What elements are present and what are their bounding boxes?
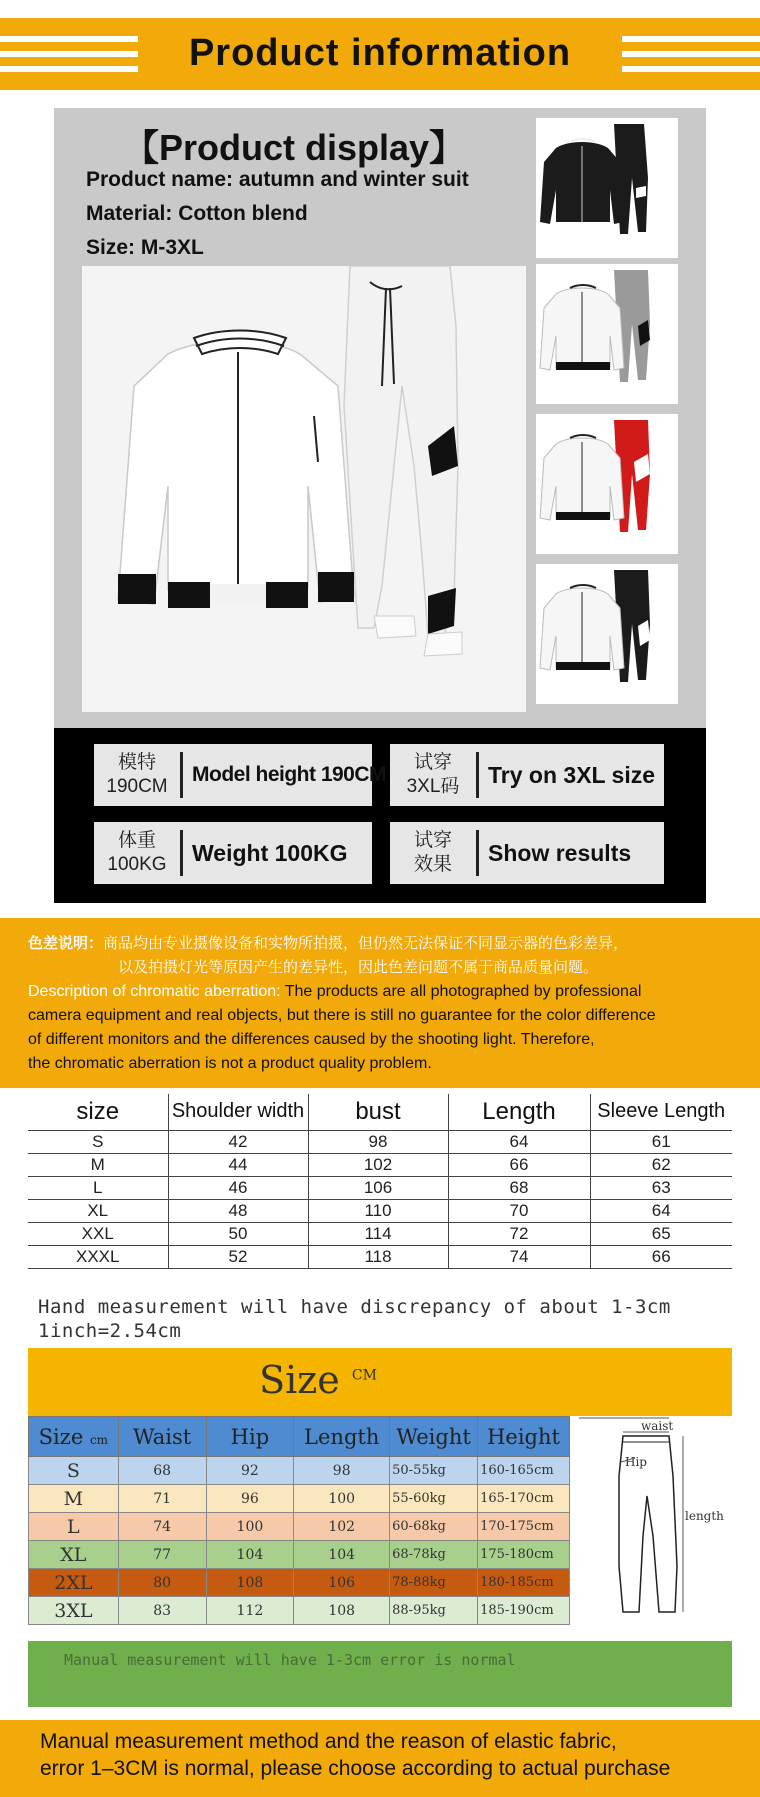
chromatic-aberration-notice (0, 918, 760, 1088)
product-display-panel (54, 108, 706, 728)
cell: 74 (118, 1513, 206, 1541)
aberration-cn-line1 (28, 932, 628, 956)
cell: 92 (206, 1457, 294, 1485)
diagram-waist-label: waist (641, 1419, 674, 1433)
results-cn-label: 试穿 (413, 830, 452, 851)
jacket-size-table (28, 1094, 732, 1269)
cell: 96 (206, 1485, 294, 1513)
results-cn-value: 效果 (413, 854, 452, 875)
cell: 102 (308, 1153, 448, 1176)
size-title (28, 1358, 608, 1402)
table-header-row (29, 1417, 570, 1457)
tryon-cn-label: 试穿 (413, 752, 452, 773)
cell: XL (28, 1199, 168, 1222)
model-height-tag (94, 744, 387, 806)
aberration-en-line1 (28, 980, 641, 1004)
cell: 52 (168, 1245, 308, 1268)
weight-cn-value: 100KG (107, 854, 167, 875)
aberration-cn-line2: 以及拍摄灯光等原因产生的差异性，因此色差问题不属于商品质量问题。 (118, 959, 599, 976)
height-cn-value: 190CM (106, 776, 168, 797)
cell: 118 (308, 1245, 448, 1268)
cell: 104 (206, 1541, 294, 1569)
cell: 62 (590, 1153, 732, 1176)
col-hip: Hip (206, 1417, 294, 1457)
divider (476, 752, 479, 798)
aberration-cn-label: 色差说明： (28, 935, 104, 952)
col-bust: bust (308, 1094, 448, 1130)
cell: M (29, 1485, 119, 1513)
cell: 60-68kg (390, 1513, 478, 1541)
thumbnail-white-black[interactable] (536, 564, 678, 704)
manual-measurement-note (28, 1641, 732, 1707)
cell: 110 (308, 1199, 448, 1222)
cell: 175-180cm (478, 1541, 570, 1569)
col-waist: Waist (118, 1417, 206, 1457)
footer-line1: Manual measurement method and the reason of elastic fabric, (40, 1730, 617, 1753)
display-title: 【Product display】 (122, 127, 466, 168)
cell: 66 (448, 1153, 590, 1176)
hand-note-line1: Hand measurement will have discrepancy of about 1-3cm (38, 1296, 671, 1318)
col-size: size (28, 1094, 168, 1130)
col-height: Height (478, 1417, 570, 1457)
cell: 46 (168, 1176, 308, 1199)
table-row (29, 1597, 570, 1625)
cell: 114 (308, 1222, 448, 1245)
jacket-illustration (118, 331, 354, 609)
cell: 185-190cm (478, 1597, 570, 1625)
thumbnail-grey[interactable] (536, 264, 678, 404)
thumbnail-black[interactable] (536, 118, 678, 258)
pants-illustration (344, 266, 462, 656)
manual-note-text: Manual measurement will have 1-3cm error is normal (64, 1651, 516, 1669)
cell: 68 (448, 1176, 590, 1199)
col-length: Length (294, 1417, 390, 1457)
cell: 70 (448, 1199, 590, 1222)
cell: 2XL (29, 1569, 119, 1597)
pants-measurement-diagram (573, 1416, 732, 1641)
col-sleeve-length: Sleeve Length (590, 1094, 732, 1130)
cell: 98 (308, 1130, 448, 1153)
cell: L (29, 1513, 119, 1541)
col-size: Size cm (29, 1417, 119, 1457)
cell: 64 (590, 1199, 732, 1222)
cell: 68 (118, 1457, 206, 1485)
table-row (28, 1130, 732, 1153)
height-en-label: Model height 190CM (192, 763, 387, 786)
cell: 160-165cm (478, 1457, 570, 1485)
table-row (29, 1457, 570, 1485)
page-title: Product information (188, 32, 572, 74)
table-row (29, 1569, 570, 1597)
cell: 68-78kg (390, 1541, 478, 1569)
thumbnail-red[interactable] (536, 414, 678, 554)
cell: XL (29, 1541, 119, 1569)
cell: 48 (168, 1199, 308, 1222)
table-row (28, 1245, 732, 1268)
size-title-text: Size (259, 1358, 340, 1402)
cell: 108 (206, 1569, 294, 1597)
hand-measurement-note (38, 1295, 671, 1343)
pants-size-table (28, 1416, 570, 1625)
cell: 66 (590, 1245, 732, 1268)
table-row (29, 1485, 570, 1513)
table-row (28, 1222, 732, 1245)
cell: 100 (206, 1513, 294, 1541)
cell: 50-55kg (390, 1457, 478, 1485)
cell: 3XL (29, 1597, 119, 1625)
divider (180, 752, 183, 798)
aberration-en-line3: of different monitors and the differences caused by the shooting light. Therefore, (28, 1031, 595, 1048)
tryon-en-label: Try on 3XL size (488, 762, 656, 788)
table-row (28, 1176, 732, 1199)
cell: 98 (294, 1457, 390, 1485)
aberration-en-line2: camera equipment and real objects, but there is still no guarantee for the color difference (28, 1007, 656, 1024)
col-length: Length (448, 1094, 590, 1130)
cell: 100 (294, 1485, 390, 1513)
cell: 74 (448, 1245, 590, 1268)
cell: 77 (118, 1541, 206, 1569)
cell: 55-60kg (390, 1485, 478, 1513)
footer-notice (0, 1720, 760, 1797)
cell: L (28, 1176, 168, 1199)
cell: XXL (28, 1222, 168, 1245)
cell: 50 (168, 1222, 308, 1245)
diagram-hip-label: Hip (625, 1455, 647, 1469)
cell: 42 (168, 1130, 308, 1153)
pants-size-header (28, 1348, 732, 1416)
cell: 78-88kg (390, 1569, 478, 1597)
cell: 102 (294, 1513, 390, 1541)
show-results-tag (390, 822, 664, 884)
cell: S (28, 1130, 168, 1153)
cell: 104 (294, 1541, 390, 1569)
aberration-en-text1: The products are all photographed by professional (284, 983, 642, 1000)
cell: 106 (294, 1569, 390, 1597)
cell: 71 (118, 1485, 206, 1513)
table-row (28, 1153, 732, 1176)
table-row (28, 1199, 732, 1222)
col-weight: Weight (390, 1417, 478, 1457)
tryon-cn-value: 3XL码 (406, 776, 460, 797)
cell: 80 (118, 1569, 206, 1597)
weight-cn-label: 体重 (117, 830, 156, 851)
col-shoulder-width: Shoulder width (168, 1094, 308, 1130)
pants-size-section (28, 1416, 732, 1641)
cell: 165-170cm (478, 1485, 570, 1513)
cell: 65 (590, 1222, 732, 1245)
model-weight-tag (94, 822, 372, 884)
cell: 64 (448, 1130, 590, 1153)
results-en-label: Show results (488, 840, 632, 866)
table-row (29, 1541, 570, 1569)
aberration-en-line4: the chromatic aberration is not a product quality problem. (28, 1055, 432, 1072)
cell: 180-185cm (478, 1569, 570, 1597)
diagram-length-label: length (685, 1509, 724, 1523)
cell: M (28, 1153, 168, 1176)
cell: S (29, 1457, 119, 1485)
cell: 61 (590, 1130, 732, 1153)
tryon-size-tag (390, 744, 664, 806)
cell: 88-95kg (390, 1597, 478, 1625)
decorative-stripes-right (622, 36, 760, 72)
cell: 108 (294, 1597, 390, 1625)
cell: 44 (168, 1153, 308, 1176)
cell: 72 (448, 1222, 590, 1245)
cell: 63 (590, 1176, 732, 1199)
divider (180, 830, 183, 876)
divider (476, 830, 479, 876)
hand-note-line2: 1inch=2.54cm (38, 1320, 182, 1342)
size-title-unit: CM (351, 1367, 377, 1384)
main-product-photo (82, 266, 526, 712)
weight-en-label: Weight 100KG (192, 840, 348, 866)
cell: XXXL (28, 1245, 168, 1268)
cell: 106 (308, 1176, 448, 1199)
footer-line2: error 1–3CM is normal, please choose according to actual purchase (40, 1757, 671, 1780)
aberration-en-label: Description of chromatic aberration: (28, 983, 281, 1000)
cell: 170-175cm (478, 1513, 570, 1541)
model-info-panel (54, 728, 706, 903)
product-name: Product name: autumn and winter suit (86, 168, 469, 191)
table-row (29, 1513, 570, 1541)
cell: 83 (118, 1597, 206, 1625)
product-size: Size: M-3XL (86, 236, 204, 259)
product-material: Material: Cotton blend (86, 202, 308, 225)
aberration-cn-text1: 商品均由专业摄像设备和实物所拍摄，但仍然无法保证不同显示器的色彩差异， (103, 935, 629, 952)
header-banner (0, 18, 760, 90)
table-header-row (28, 1094, 732, 1130)
height-cn-label: 模特 (117, 752, 156, 773)
cell: 112 (206, 1597, 294, 1625)
